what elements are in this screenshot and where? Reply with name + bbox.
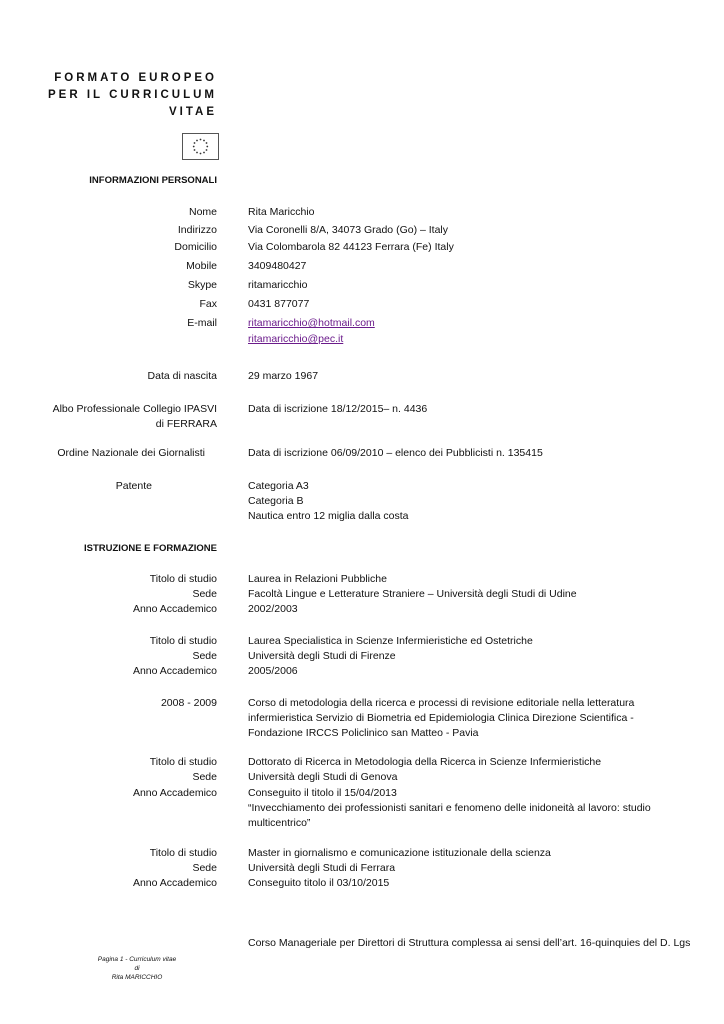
value-skype: ritamaricchio: [248, 279, 308, 291]
edu3-label-period: 2008 - 2009: [160, 697, 217, 709]
edu5-value-title: Master in giornalismo e comunicazione istituzionale della scienza: [248, 847, 551, 859]
edu2-label-year: Anno Accademico: [132, 665, 217, 677]
edu2-label-seat: Sede: [192, 650, 217, 662]
email-link-pec[interactable]: ritamaricchio@pec.it: [248, 333, 344, 345]
value-license-1: Categoria A3: [248, 480, 309, 492]
edu4-value-thesis: “Invecchiamento dei professionisti sanitari e fenomeno delle inidoneità al lavoro: studio multicentrico”: [248, 802, 651, 829]
label-email: E-mail: [187, 317, 217, 329]
email-link-hotmail[interactable]: ritamaricchio@hotmail.com: [248, 317, 375, 329]
label-license: Patente: [115, 480, 152, 492]
edu2-label-title: Titolo di studio: [149, 635, 217, 647]
edu5-label-title: Titolo di studio: [149, 847, 217, 859]
edu4-label-seat: Sede: [192, 771, 217, 783]
edu5-value-year: Conseguito titolo il 03/10/2015: [248, 877, 390, 889]
edu5-label-seat: Sede: [192, 862, 217, 874]
footer-line1: Pagina 1 - Curriculum vitae di: [97, 956, 177, 972]
label-name: Nome: [188, 206, 217, 218]
label-ipasvi: Albo Professionale Collegio IPASVI di FERRARA: [52, 403, 217, 430]
edu5-value-seat: Università degli Studi di Ferrara: [248, 862, 396, 874]
page-footer: [96, 955, 178, 982]
cv-header-line3: VITAE: [168, 106, 217, 118]
edu1-label-title: Titolo di studio: [149, 573, 217, 585]
edu1-value-title: Laurea in Relazioni Pubbliche: [248, 573, 387, 585]
edu6-value-course: Corso Manageriale per Direttori di Struttura complessa ai sensi dell’art. 16-quinquies del D. Lgs: [248, 937, 691, 949]
edu2-value-seat: Università degli Studi di Firenze: [248, 650, 396, 662]
edu4-label-year: Anno Accademico: [132, 787, 217, 799]
value-name: Rita Maricchio: [248, 206, 315, 218]
edu5-label-year: Anno Accademico: [132, 877, 217, 889]
section-title-personal: INFORMAZIONI PERSONALI: [89, 175, 217, 186]
label-address: Indirizzo: [177, 224, 217, 236]
section-title-education: ISTRUZIONE E FORMAZIONE: [84, 543, 217, 554]
label-fax: Fax: [199, 298, 217, 310]
edu2-value-year: 2005/2006: [248, 665, 298, 677]
edu4-label-title: Titolo di studio: [149, 756, 217, 768]
value-mobile: 3409480427: [248, 260, 307, 272]
footer-line2: Rita MARICCHIO: [111, 974, 163, 981]
value-fax: 0431 877077: [248, 298, 310, 310]
value-license-2: Categoria B: [248, 495, 304, 507]
cv-header-line2: PER IL CURRICULUM: [48, 89, 217, 101]
edu2-value-title: Laurea Specialistica in Scienze Infermieristiche ed Ostetriche: [248, 635, 533, 647]
value-birth: 29 marzo 1967: [248, 370, 319, 382]
value-email-2: [248, 332, 688, 347]
value-domicile: Via Colombarola 82 44123 Ferrara (Fe) Italy: [248, 241, 454, 253]
edu1-value-seat: Facoltà Lingue e Letterature Straniere – Università degli Studi di Udine: [248, 588, 577, 600]
value-license-3: Nautica entro 12 miglia dalla costa: [248, 510, 409, 522]
edu1-label-seat: Sede: [192, 588, 217, 600]
label-birth: Data di nascita: [147, 370, 217, 382]
value-odg: Data di iscrizione 06/09/2010 – elenco dei Pubblicisti n. 135415: [248, 447, 543, 459]
edu1-label-year: Anno Accademico: [132, 603, 217, 615]
label-mobile: Mobile: [186, 260, 217, 272]
value-address: Via Coronelli 8/A, 34073 Grado (Go) – Italy: [248, 224, 448, 236]
label-domicile: Domicilio: [174, 241, 217, 253]
edu1-value-year: 2002/2003: [248, 603, 298, 615]
eu-flag-logo: [182, 133, 219, 160]
edu3-value-course: Corso di metodologia della ricerca e processi di revisione editoriale nella letteratura infermieristica Servizio di Biometria ed Epidemiologia Clinica Direzione Scientifica - Fondazione IRCCS Policlinico san Matteo - Pavia: [248, 697, 635, 739]
label-skype: Skype: [187, 279, 217, 291]
edu4-value-year: Conseguito il titolo il 15/04/2013: [248, 787, 397, 799]
cv-header-line1: FORMATO EUROPEO: [54, 72, 217, 84]
edu4-value-title: Dottorato di Ricerca in Metodologia della Ricerca in Scienze Infermieristiche: [248, 756, 602, 768]
value-ipasvi: Data di iscrizione 18/12/2015– n. 4436: [248, 403, 428, 415]
label-odg: Ordine Nazionale dei Giornalisti: [57, 447, 205, 459]
value-email-1: [248, 316, 688, 331]
edu4-value-seat: Università degli Studi di Genova: [248, 771, 398, 783]
